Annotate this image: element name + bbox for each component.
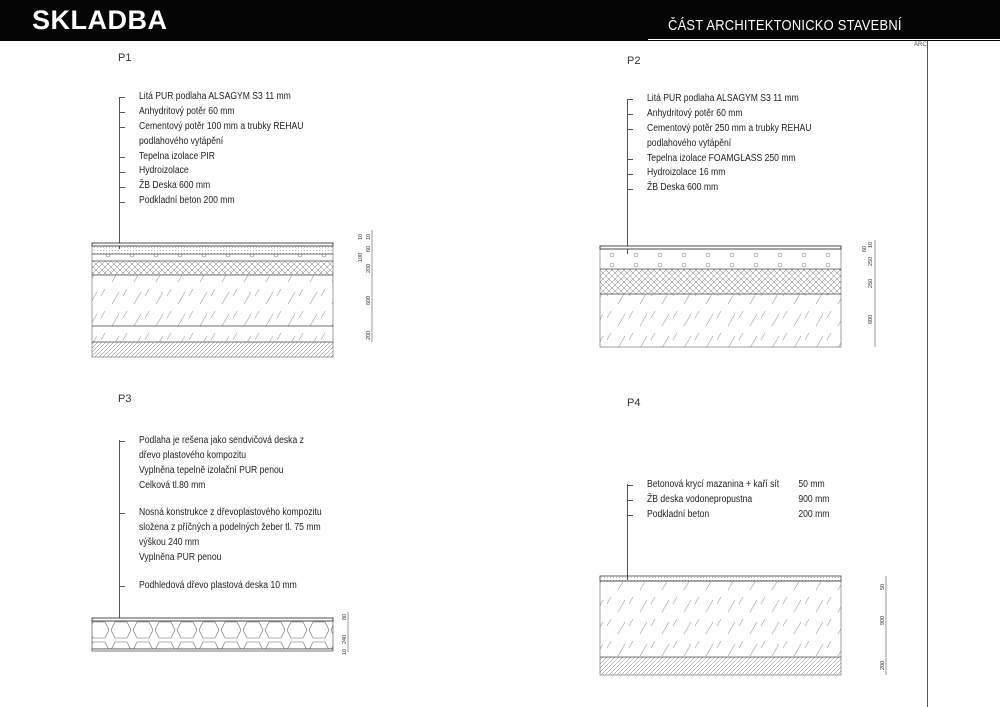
note-line: Podlaha je rešena jako sendvičová deska z xyxy=(139,435,304,446)
dim-label: 10 xyxy=(868,241,874,248)
layer-value: 900 mm xyxy=(798,493,830,505)
layer-base-concrete xyxy=(600,657,841,675)
note-line: podlahového vytápění xyxy=(647,137,732,149)
note-line: Tepelna izolace PIR xyxy=(139,150,216,162)
dim-label: 250 xyxy=(868,278,874,288)
note-line: Hydroizolace xyxy=(139,165,189,177)
dim-label: 80 xyxy=(342,613,348,620)
note-line: Podkladní beton 200 mm xyxy=(139,195,235,207)
note-line: Tepelna izolace FOAMGLASS 250 mm xyxy=(647,152,796,164)
dim-label: 240 xyxy=(342,634,348,644)
note-line: ŽB Deska 600 mm xyxy=(139,180,211,192)
layer-anhydrite xyxy=(92,246,333,254)
layer-subbase xyxy=(92,342,333,357)
dim-label: 200 xyxy=(366,330,372,340)
layer-screed xyxy=(92,254,333,261)
dim-label: 50 xyxy=(880,583,886,590)
layer-concrete-slab xyxy=(600,294,841,347)
layer-pur xyxy=(92,243,333,246)
layer-screed xyxy=(600,249,841,269)
page-title: SKLADBA xyxy=(32,5,168,35)
section-label-p3: P3 xyxy=(118,393,132,405)
section-p1-drawing xyxy=(92,230,372,357)
note-line: Cementový potěr 100 mm a trubky REHAU xyxy=(139,120,304,132)
layer-pur xyxy=(600,246,841,249)
dim-label: 250 xyxy=(868,256,874,266)
dim-label: 200 xyxy=(366,263,372,273)
note-line: Litá PUR podlaha ALSAGYM S3 11 mm xyxy=(139,91,291,102)
layer-floor-deck xyxy=(92,618,333,621)
corner-tag: ARC xyxy=(914,42,927,48)
dim-label: 10 xyxy=(366,233,372,240)
layer-ceiling-board xyxy=(92,649,333,651)
note-line: Nosná konstrukce z dřevoplastového kompozitu xyxy=(139,507,322,518)
note-line: Celková tl.80 mm xyxy=(139,479,206,491)
layer-composite-ribs xyxy=(92,621,333,649)
layer-name: ŽB deska vodonepropustna xyxy=(647,493,753,505)
section-p4-drawing xyxy=(600,576,886,675)
note-line: Cementový potěr 250 mm a trubky REHAU xyxy=(647,122,812,134)
layer-value: 200 mm xyxy=(798,508,830,520)
note-line: ŽB Deska 600 mm xyxy=(647,182,719,194)
dim-label: 10 xyxy=(342,648,348,655)
page-subtitle: ČÁST ARCHITEKTONICKO STAVEBNÍ xyxy=(668,17,902,34)
layer-watertight-slab xyxy=(600,581,841,657)
dim-label: 600 xyxy=(366,295,372,305)
note-line: Litá PUR podlaha ALSAGYM S3 11 mm xyxy=(647,93,799,104)
dim-label: 60 xyxy=(366,245,372,252)
note-line: Podhledová dřevo plastová deska 10 mm xyxy=(139,580,297,591)
dim-label: 600 xyxy=(868,314,874,324)
section-label-p4: P4 xyxy=(627,397,641,409)
note-line: Vyplněna PUR penou xyxy=(139,551,222,563)
section-label-p1: P1 xyxy=(118,52,132,64)
dim-label: 60 xyxy=(862,245,868,252)
layer-concrete-slab xyxy=(92,275,333,326)
dim-label: 200 xyxy=(880,660,886,670)
note-line: složena z příčných a podelných žeber tl. 75 mm xyxy=(139,521,321,533)
section-p2-drawing xyxy=(600,240,875,347)
section-label-p2: P2 xyxy=(627,55,641,67)
layer-insulation xyxy=(92,261,333,275)
note-line: Vyplněna tepelně izolační PUR penou xyxy=(139,464,284,476)
note-line: Anhydritový potěr 60 mm xyxy=(647,107,743,119)
layer-base-concrete xyxy=(92,326,333,342)
dim-label: 100 xyxy=(358,252,364,262)
dim-label: 10 xyxy=(358,233,364,240)
note-line: Anhydritový potěr 60 mm xyxy=(139,105,235,117)
note-line: dřevo plastového kompozitu xyxy=(139,449,247,461)
section-p3-drawing xyxy=(92,612,348,655)
note-line: podlahového vytápění xyxy=(139,135,224,147)
note-line: Hydroizolace 16 mm xyxy=(647,167,726,179)
layer-value: 50 mm xyxy=(798,479,825,490)
dim-label: 900 xyxy=(880,615,886,625)
layer-topping xyxy=(600,576,841,581)
layer-name: Betonová krycí mazanina + kaří sít xyxy=(647,479,780,490)
layer-foamglass xyxy=(600,269,841,294)
layer-name: Podkladní beton xyxy=(647,508,710,520)
note-line: výškou 240 mm xyxy=(139,536,200,548)
